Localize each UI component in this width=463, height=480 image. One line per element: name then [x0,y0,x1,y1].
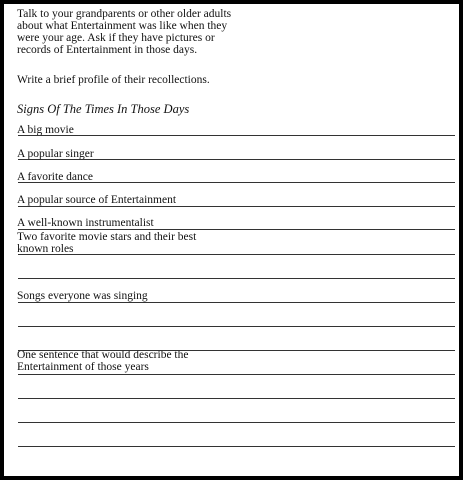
prompt-instrumentalist: A well-known instrumentalist [17,217,154,229]
section-heading: Signs Of The Times In Those Days [17,102,190,116]
prompt-big-movie: A big movie [17,124,74,136]
worksheet [2,2,461,478]
prompt-entertainment-source: A popular source of Entertainment [17,194,177,206]
answer-line[interactable] [18,398,455,399]
answer-line[interactable] [18,326,455,327]
prompt-favorite-dance: A favorite dance [17,171,93,183]
answer-line[interactable] [18,422,455,423]
answer-line[interactable] [18,206,455,207]
answer-line[interactable] [18,229,455,230]
prompt-songs: Songs everyone was singing [17,290,148,302]
prompt-one-sentence: One sentence that would describe the Entertainment of those years [17,349,189,373]
intro-text: Talk to your grandparents or other older adults about what Entertainment was like when they were your age. Ask if they have pictures or records of Entertainment in those days. [17,8,232,56]
answer-line[interactable] [18,278,455,279]
answer-line[interactable] [18,374,455,375]
answer-line[interactable] [18,350,455,351]
answer-line[interactable] [18,135,455,136]
prompt-movie-stars: Two favorite movie stars and their best known roles [17,231,197,255]
answer-line[interactable] [18,182,455,183]
answer-line[interactable] [18,446,455,447]
answer-line[interactable] [18,254,455,255]
answer-line[interactable] [18,159,455,160]
answer-line[interactable] [18,302,455,303]
prompt-popular-singer: A popular singer [17,148,94,160]
task-instruction: Write a brief profile of their recollections. [17,74,210,86]
